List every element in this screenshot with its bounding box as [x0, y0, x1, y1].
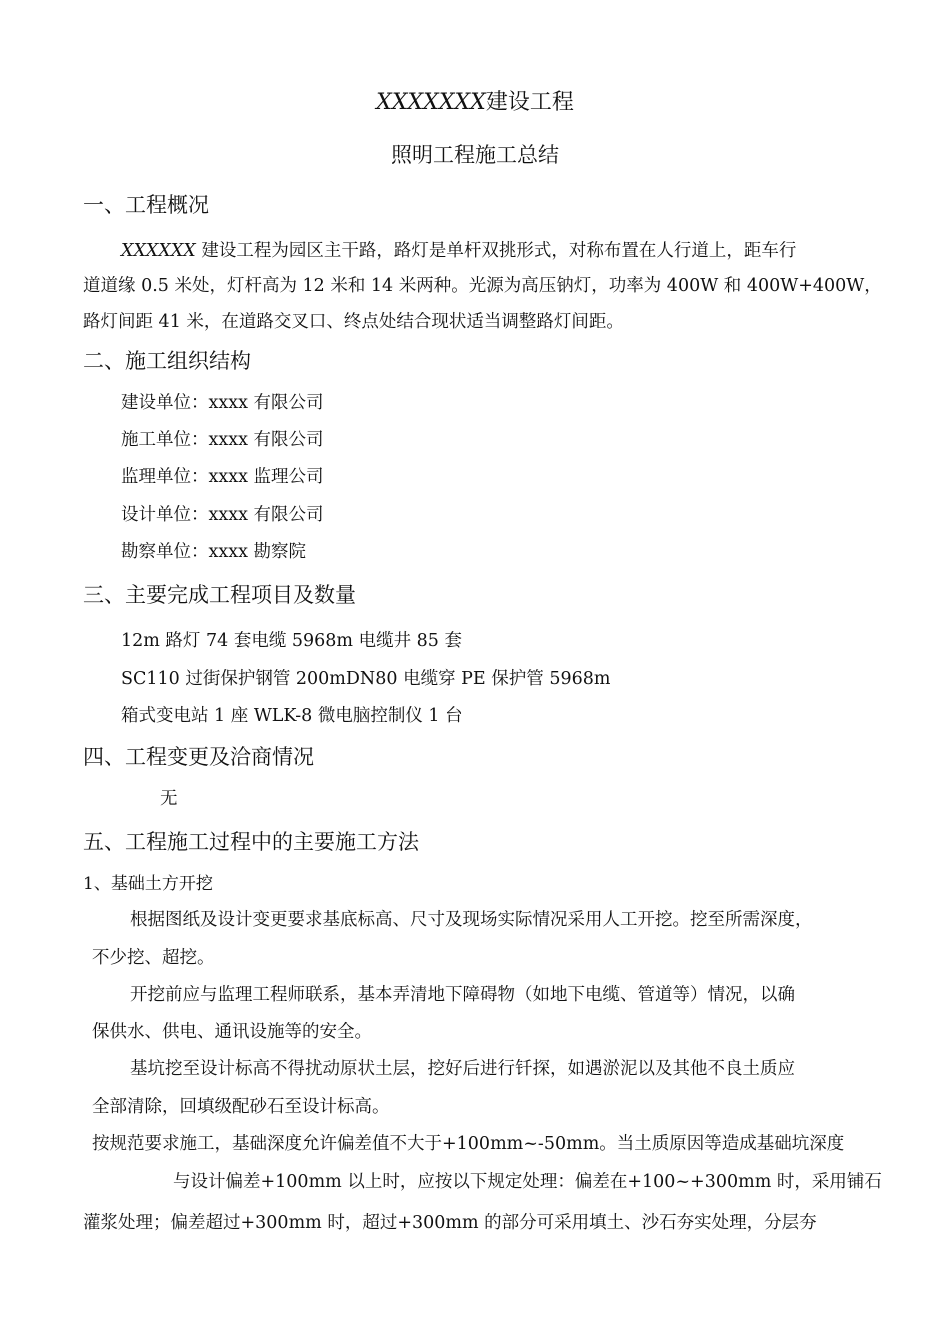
section-heading-overview: 一、工程概况 — [83, 193, 209, 217]
method-line: 全部清除，回填级配砂石至设计标高。 — [92, 1097, 390, 1117]
document-title — [0, 90, 950, 116]
quantity-item: SC110 过街保护钢管 200mDN80 电缆穿 PE 保护管 5968m — [121, 669, 611, 689]
org-item: 监理单位：xxxx 监理公司 — [121, 467, 324, 487]
quantity-item: 12m 路灯 74 套电缆 5968m 电缆井 85 套 — [121, 631, 462, 651]
subsection-heading-excavation: 1、基础土方开挖 — [83, 874, 213, 894]
overview-line-2: 道道缘 0.5 米处，灯杆高为 12 米和 14 米两种。光源为高压钠灯，功率为 400W 和 400W+400W， — [83, 276, 882, 296]
method-line: 保供水、供电、通讯设施等的安全。 — [92, 1022, 372, 1042]
overview-project-code: XXXXXX — [121, 241, 196, 261]
section-heading-methods: 五、工程施工过程中的主要施工方法 — [83, 830, 419, 854]
overview-line-3: 路灯间距 41 米，在道路交叉口、终点处结合现状适当调整路灯间距。 — [83, 312, 624, 332]
project-code: XXXXXXX — [376, 90, 486, 115]
org-item: 施工单位：xxxx 有限公司 — [121, 430, 324, 450]
org-item: 勘察单位：xxxx 勘察院 — [121, 542, 307, 562]
changes-content: 无 — [160, 789, 178, 809]
method-line: 按规范要求施工，基础深度允许偏差值不大于+100mm~-50mm。当土质原因等造成基础坑深度 — [92, 1134, 845, 1154]
overview-line-1-text: 建设工程为园区主干路，路灯是单杆双挑形式，对称布置在人行道上，距车行 — [201, 241, 797, 261]
method-line: 根据图纸及设计变更要求基底标高、尺寸及现场实际情况采用人工开挖。挖至所需深度， — [130, 910, 813, 930]
org-item: 建设单位：xxxx 有限公司 — [121, 393, 324, 413]
section-heading-quantities: 三、主要完成工程项目及数量 — [83, 583, 356, 607]
method-line: 基坑挖至设计标高不得扰动原状土层，挖好后进行钎探，如遇淤泥以及其他不良土质应 — [130, 1059, 795, 1079]
section-heading-organization: 二、施工组织结构 — [83, 349, 251, 373]
overview-line-1 — [121, 241, 796, 262]
method-line: 不少挖、超挖。 — [92, 948, 215, 968]
quantity-item: 箱式变电站 1 座 WLK-8 微电脑控制仪 1 台 — [121, 706, 463, 726]
org-item: 设计单位：xxxx 有限公司 — [121, 505, 324, 525]
project-suffix: 建设工程 — [485, 90, 574, 115]
method-line: 开挖前应与监理工程师联系，基本弄清地下障碍物（如地下电缆、管道等）情况，以确 — [130, 985, 795, 1005]
method-line: 灌浆处理；偏差超过+300mm 时，超过+300mm 的部分可采用填土、沙石夯实处理，分层夯 — [83, 1213, 817, 1233]
method-line: 与设计偏差+100mm 以上时，应按以下规定处理：偏差在+100~+300mm 时，采用铺石 — [173, 1172, 882, 1192]
section-heading-changes: 四、工程变更及洽商情况 — [83, 745, 314, 769]
document-subtitle: 照明工程施工总结 — [391, 143, 559, 167]
